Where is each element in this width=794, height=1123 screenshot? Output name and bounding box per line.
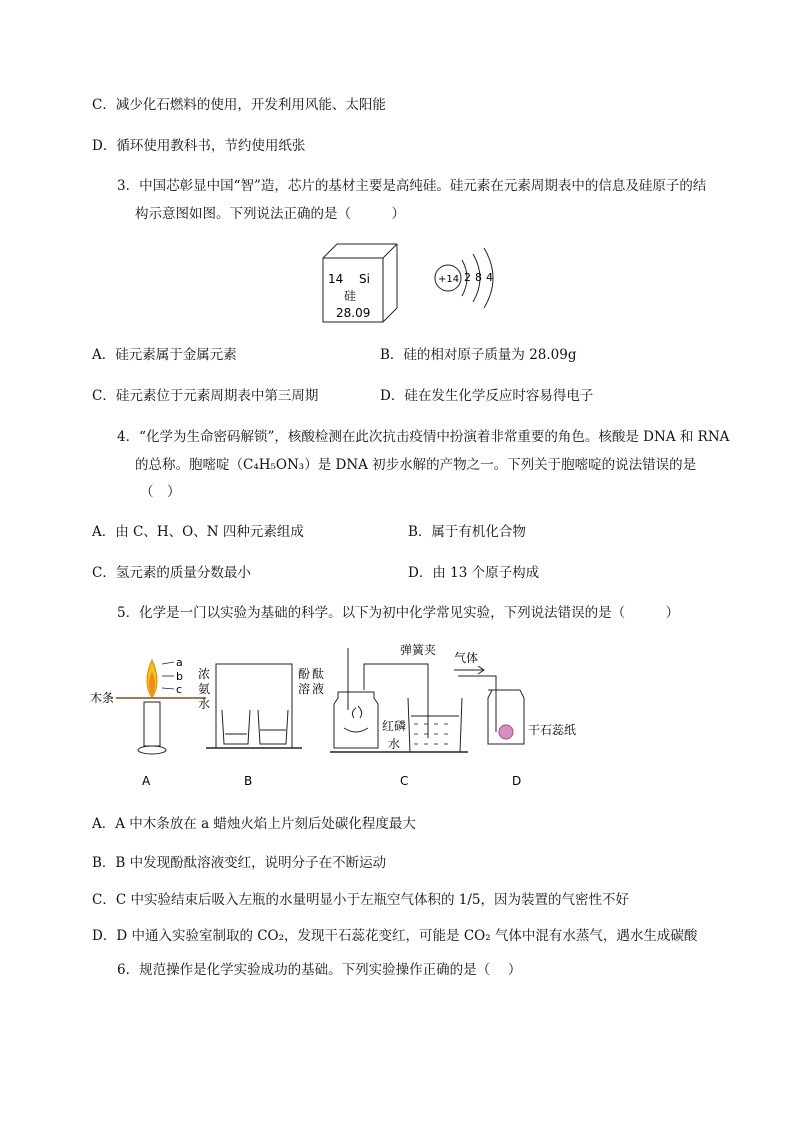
bell-jar-icon — [206, 664, 302, 748]
figure-label-c: C — [400, 774, 409, 788]
beaker-label-ammonia: 浓氨水 — [198, 667, 211, 711]
flame-label-a: a — [176, 656, 183, 669]
q6-stem: 6．规范操作是化学实验成功的基础。下列实验操作正确的是（ ） — [117, 962, 522, 978]
q4-option-c: C．氢元素的质量分数最小 — [92, 565, 251, 581]
figure-label-d: D — [512, 774, 522, 788]
q4-option-d: D．由 13 个原子构成 — [408, 565, 540, 581]
q5-option-c: C．C 中实验结束后吸入左瓶的水量明显小于左瓶空气体积的 1/5，因为装置的气密性不好 — [92, 892, 629, 908]
element-number: 14 — [328, 272, 344, 286]
gas-bottle-icon — [454, 666, 524, 744]
q4-option-b: B．属于有机化合物 — [408, 524, 526, 540]
q3-option-d: D．硅在发生化学反应时容易得电子 — [380, 388, 594, 404]
q5-stem: 5．化学是一门以实验为基础的科学。以下为初中化学常见实验，下列说法错误的是（ ） — [117, 605, 680, 621]
nucleus-charge: +14 — [438, 274, 460, 285]
q5-option-d: D．D 中通入实验室制取的 CO₂，发现干石蕊花变红，可能是 CO₂ 气体中混有水蒸气，遇水生成碳酸 — [92, 928, 698, 944]
shell-1-electrons: 2 — [464, 271, 471, 284]
q3-stem-line2: 构示意图如图。下列说法正确的是（ ） — [135, 206, 405, 222]
q2-option-d: D．循环使用教科书，节约使用纸张 — [92, 138, 306, 154]
stick-label: 木条 — [90, 691, 115, 705]
shell-2-electrons: 8 — [475, 271, 482, 284]
q3-option-c: C．硅元素位于元素周期表中第三周期 — [92, 388, 319, 404]
figure-label-b: B — [244, 774, 253, 788]
shell-3-electrons: 4 — [486, 271, 493, 284]
phosphorus-label: 红磷 — [382, 719, 407, 733]
q3-option-a: A．硅元素属于金属元素 — [92, 347, 237, 363]
flame-label-c: c — [176, 683, 183, 696]
gas-label: 气体 — [454, 651, 479, 665]
q3-option-b: B．硅的相对原子质量为 28.09g — [380, 347, 577, 363]
q3-stem-line1: 3．中国芯彰显中国“智”造，芯片的基材主要是高纯硅。硅元素在元素周期表中的信息及硅原子的结 — [117, 178, 707, 194]
q5-option-a: A．A 中木条放在 a 蜡烛火焰上片刻后处碳化程度最大 — [92, 816, 416, 832]
element-name: 硅 — [344, 289, 357, 303]
q4-stem-line1: 4．“化学为生命密码解锁”，核酸检测在此次抗击疫情中扮演着非常重要的角色。核酸是 DNA 和 RNA — [117, 429, 730, 445]
q4-stem-line3: （ ） — [140, 484, 181, 500]
q4-stem-line2: 的总称。胞嘧啶（C₄H₅ON₃）是 DNA 初步水解的产物之一。下列关于胞嘧啶的说法错误的是 — [135, 457, 697, 473]
clamp-label: 弹簧夹 — [400, 643, 437, 657]
flame-label-b: b — [176, 670, 183, 683]
litmus-flower-icon — [499, 725, 513, 739]
litmus-paper-label: 干石蕊纸 — [528, 723, 577, 737]
candle-icon — [116, 660, 206, 754]
q3-figure — [315, 238, 505, 330]
figure-label-a: A — [142, 774, 151, 788]
water-dashes — [414, 724, 448, 744]
q2-option-c: C．减少化石燃料的使用，开发利用风能、太阳能 — [92, 97, 386, 113]
element-symbol: Si — [359, 272, 370, 286]
q4-option-a: A．由 C、H、O、N 四种元素组成 — [92, 524, 304, 540]
water-label: 水 — [388, 737, 401, 751]
q5-experiment-figure — [88, 638, 608, 794]
beaker-label-phenolphthalein: 酚 酞溶 液 — [298, 667, 325, 696]
element-mass: 28.09 — [336, 306, 371, 320]
q5-option-b: B．B 中发现酚酞溶液变红，说明分子在不断运动 — [92, 855, 387, 871]
